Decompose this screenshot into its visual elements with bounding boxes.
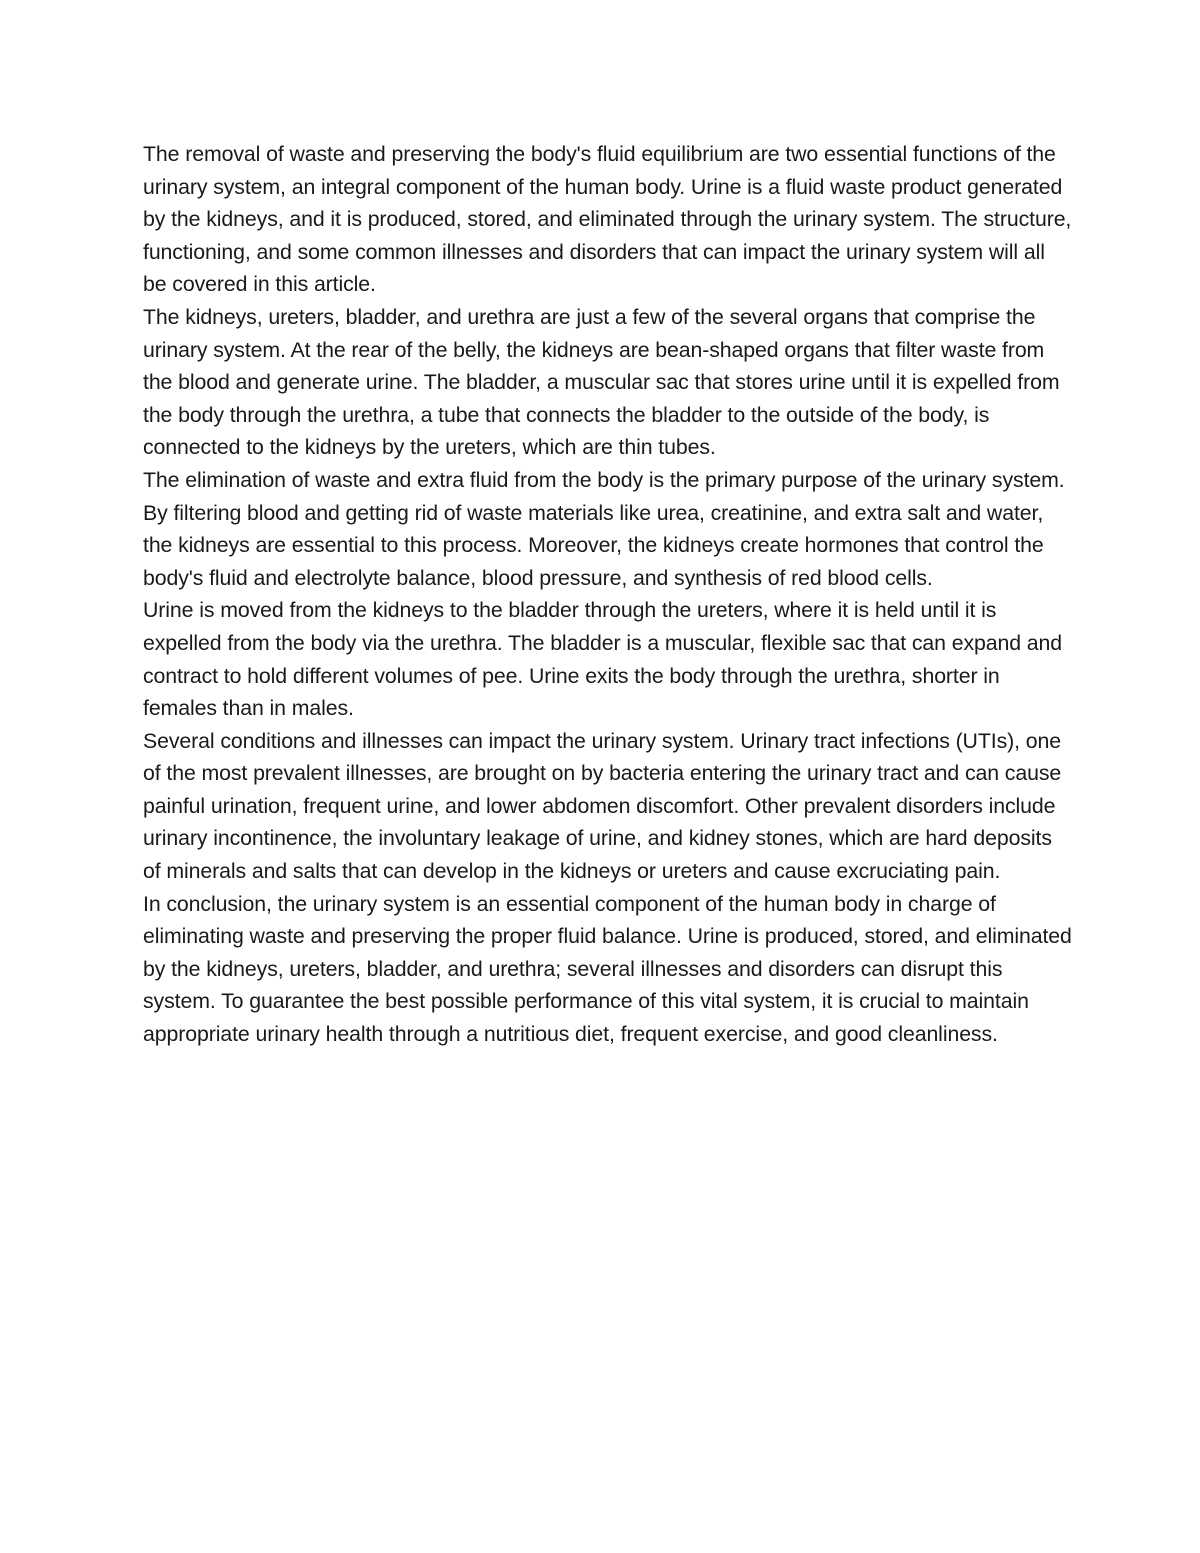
paragraph-conclusion: In conclusion, the urinary system is an essential component of the human body in charge of eliminating waste and preserving the proper fluid balance. Urine is produced, stored, and eliminated by the kidneys, ureters, bladder, and urethra; several illnesses and disorders can disrupt this system. To guarantee the best possible performance of this vital system, it is crucial to maintain appropriate urinary health through a nutritious diet, frequent exercise, and good cleanliness. (143, 891, 1072, 1047)
paragraph-organs: The kidneys, ureters, bladder, and urethra are just a few of the several organs that comprise the urinary system. At the rear of the belly, the kidneys are bean-shaped organs that filter waste from the blood and generate urine. The bladder, a muscular sac that stores urine until it is expelled from the body through the urethra, a tube that connects the bladder to the outside of the body, is connected to the kidneys by the ureters, which are thin tubes. (143, 304, 1060, 460)
paragraph-introduction: The removal of waste and preserving the body's fluid equilibrium are two essential functions of the urinary system, an integral component of the human body. Urine is a fluid waste product generated by the kidneys, and it is produced, stored, and eliminated through the urinary system. The structure, functioning, and some common illnesses and disorders that can impact the urinary system will all be covered in this article. (143, 142, 1072, 297)
paragraph-function: The elimination of waste and extra fluid from the body is the primary purpose of the urinary system. By filtering blood and getting rid of waste materials like urea, creatinine, and extra salt and water, the kidneys are essential to this process. Moreover, the kidneys create hormones that control the body's fluid and electrolyte balance, blood pressure, and synthesis of red blood cells. (143, 467, 1065, 590)
paragraph-conditions: Several conditions and illnesses can impact the urinary system. Urinary tract infections (UTIs), one of the most prevalent illnesses, are brought on by bacteria entering the urinary tract and can cause painful urination, frequent urine, and lower abdomen discomfort. Other prevalent disorders include urinary incontinence, the involuntary leakage of urine, and kidney stones, which are hard deposits of minerals and salts that can develop in the kidneys or ureters and cause excruciating pain. (143, 728, 1062, 884)
document-body (143, 138, 1073, 1051)
paragraph-urine-flow: Urine is moved from the kidneys to the bladder through the ureters, where it is held until it is expelled from the body via the urethra. The bladder is a muscular, flexible sac that can expand and contract to hold different volumes of pee. Urine exits the body through the urethra, shorter in females than in males. (143, 598, 1063, 721)
